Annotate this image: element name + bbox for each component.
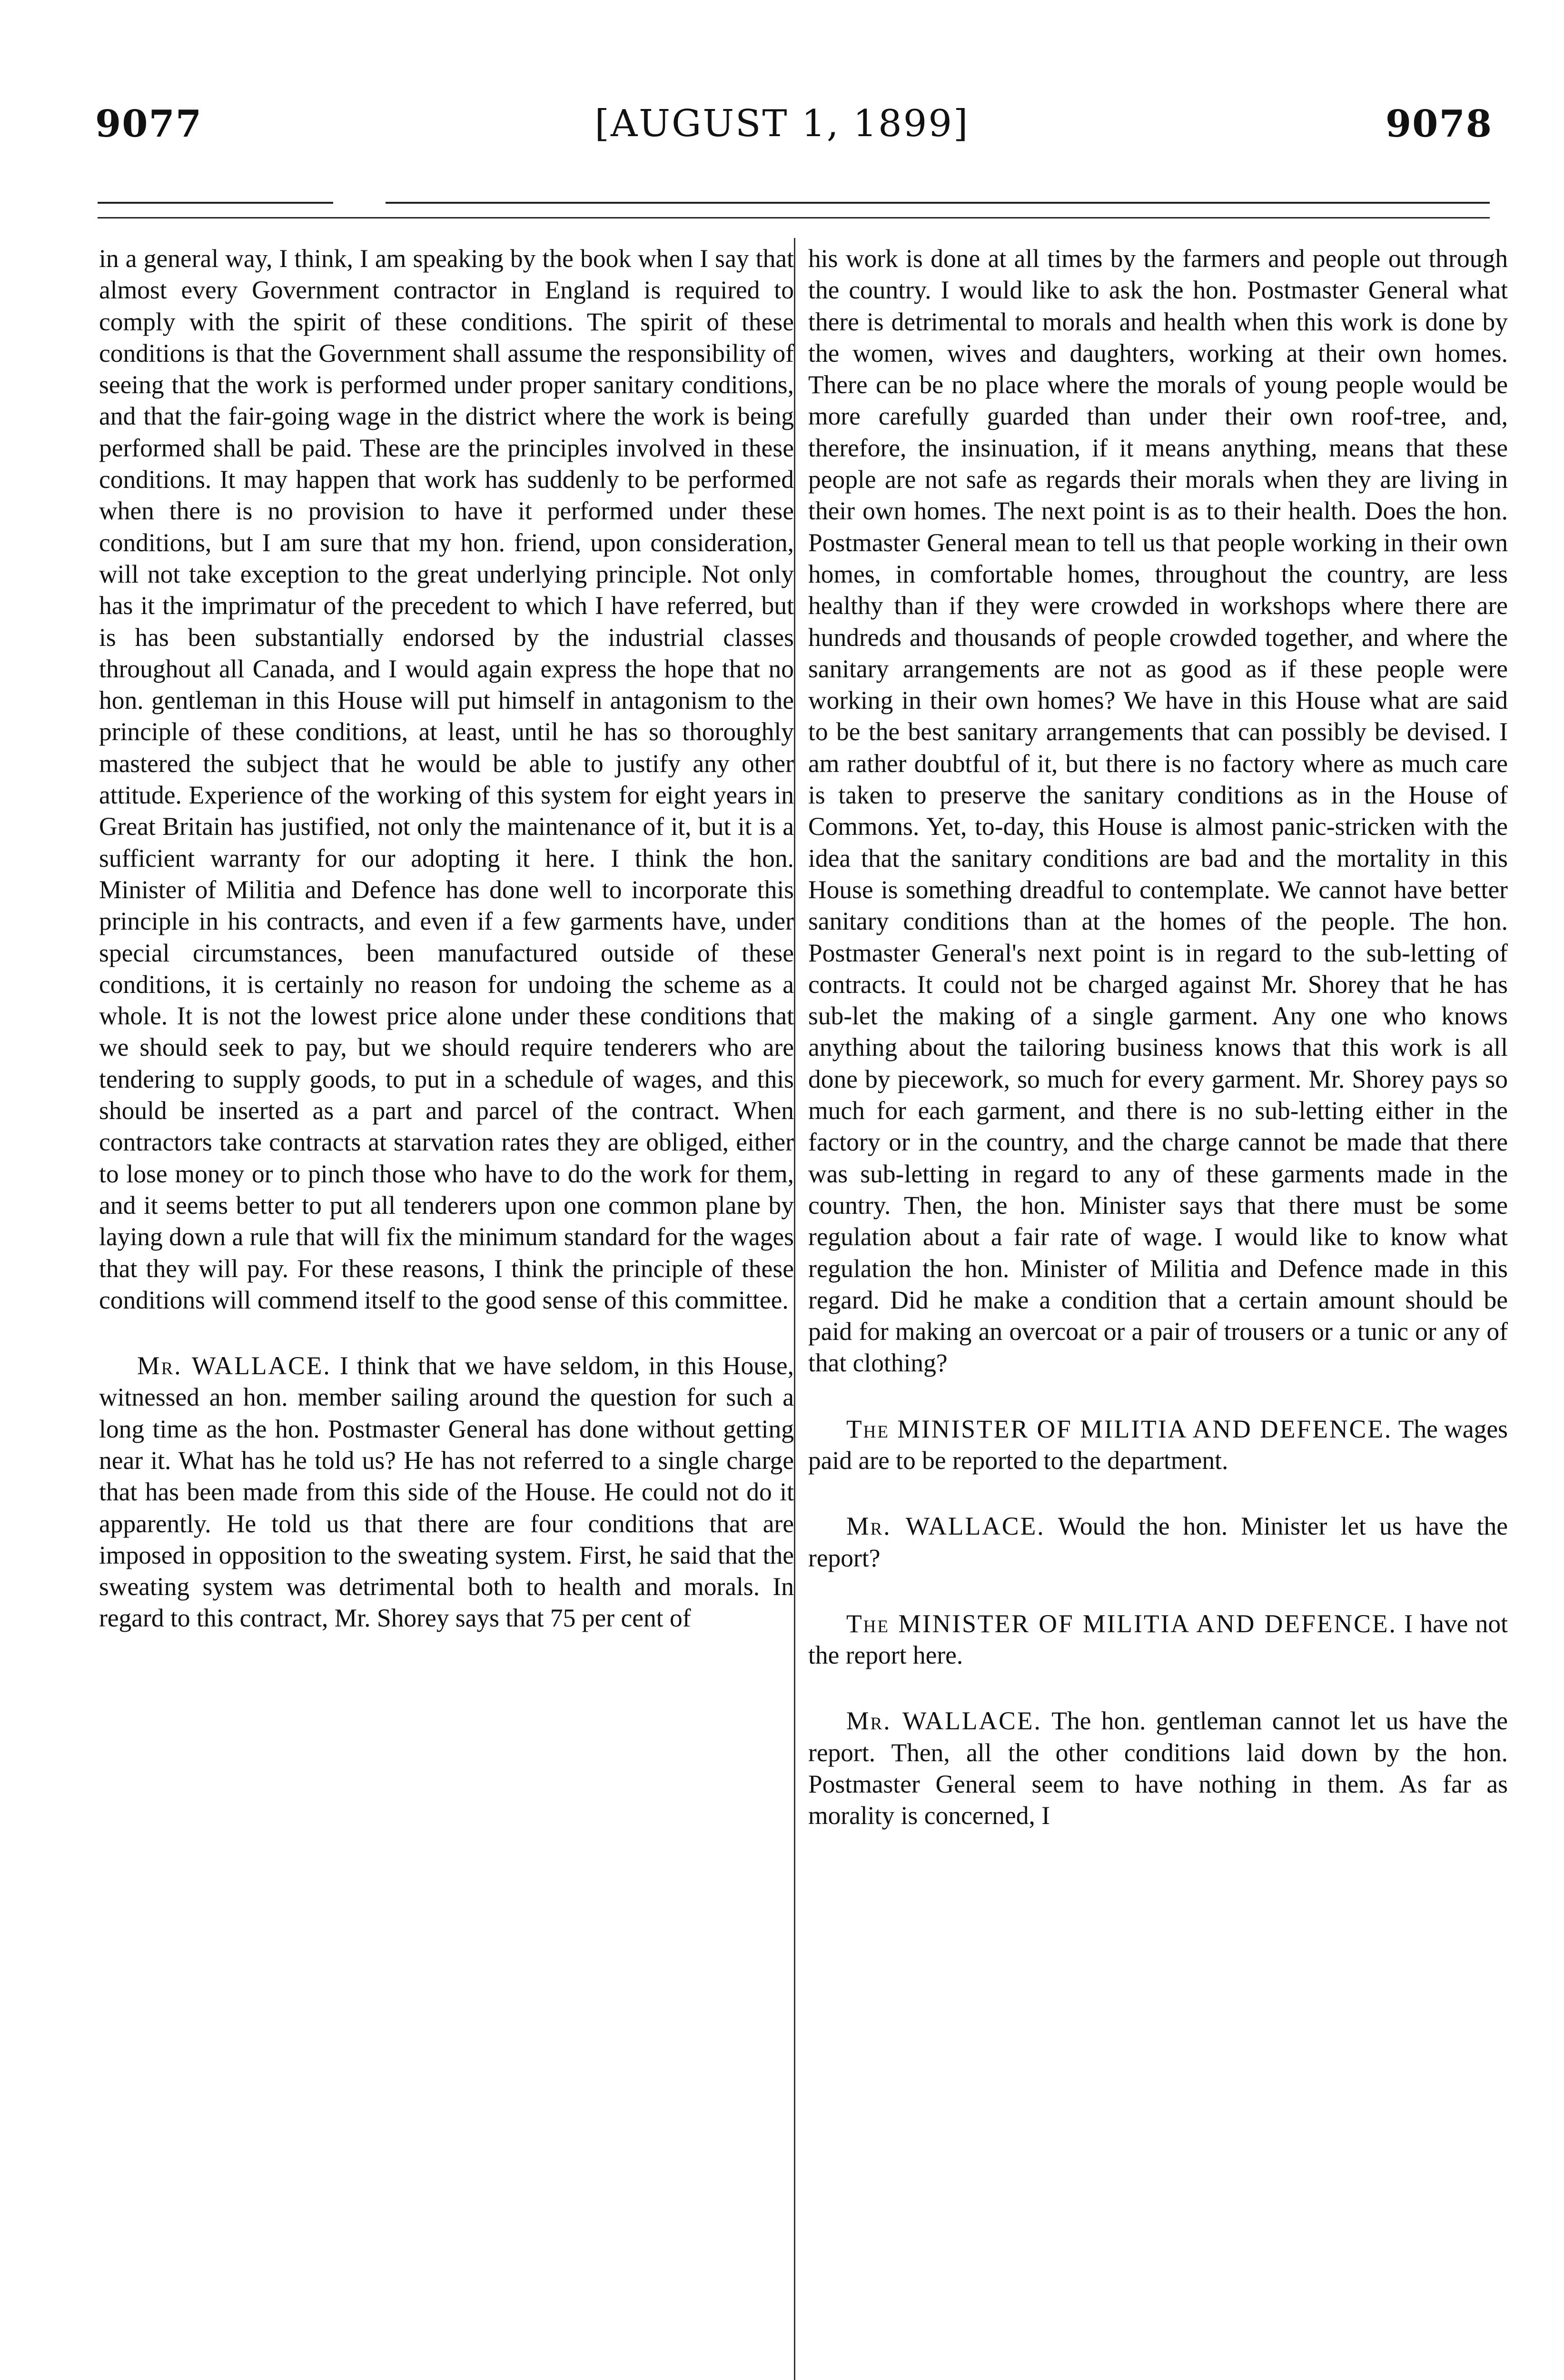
paragraph-text: his work is done at all times by the farmers and people out through the country. I would like to ask the hon. Postmaster General what there is detrimental to morals and health when this work is done by the women, wives and daughters, working at their own homes. There can be no place where the morals of young people would be more carefully guarded than under their own roof-tree, and, therefore, the insinuation, if it means anything, means that these people are not safe as regards their morals when they are living in their own homes. The next point is as to their health. Does the hon. Postmaster General mean to tell us that people working in their own homes, in comfortable homes, throughout the country, are less healthy than if they were crowded in workshops where there are hundreds and thousands of people crowded together, and where the sanitary arrangements are not as good as if these people were working in their own homes? We have in this House what are said to be the best sanitary arrangements that can possibly be devised. I am rather doubtful of it, but there is no factory where as much care is taken to preserve the sanitary conditions as in the House of Commons. Yet, to-day, this House is almost panic-stricken with the idea that the sanitary conditions are bad and the mortality in this House is something dreadful to contemplate. We cannot have better sanitary conditions than at the homes of the people. The hon. Postmaster General's next point is in regard to the sub-letting of contracts. It could not be charged against Mr. Shorey that he has sub-let the making of a single garment. Any one who knows anything about the tailoring business knows that this work is all done by piecework, so much for every garment. Mr. Shorey pays so much for each garment, and there is no sub-letting either in the factory or in the country, and the charge cannot be made that there was sub-letting in regard to any of these garments made in the country. Then, the hon. Minister says that there must be some regulation about a fair rate of wage. I would like to know what regulation the hon. Minister of Militia and Defence made in this regard. Did he make a condition that a certain amount should be paid for making an overcoat or a pair of trousers or a tunic or any of that clothing?: [808, 244, 1508, 1378]
paragraph: [808, 1413, 1508, 1477]
paragraph: [808, 243, 1508, 1379]
page-header: [0, 102, 1564, 155]
page-number-left: 9077: [95, 102, 203, 146]
speaker-name: Mr. WALLACE.: [846, 1512, 1045, 1541]
header-rule-bottom: [98, 217, 1490, 218]
speaker-name: The MINISTER OF MILITIA AND DEFENCE.: [846, 1414, 1393, 1443]
paragraph-text: The hon. gentleman cannot let us have the report. Then, all the other conditions laid down by the hon. Postmaster General seem to have nothing in them. As far as morality is concerned, I: [808, 1706, 1508, 1830]
header-rule-top: [98, 202, 1490, 204]
paragraph: [99, 243, 794, 1316]
speaker-name: Mr. WALLACE.: [846, 1706, 1042, 1735]
column-divider: [794, 238, 795, 2380]
paragraph-text: Would the hon. Minister let us have the report?: [808, 1512, 1508, 1572]
paragraph-text: in a general way, I think, I am speaking by the book when I say that almost every Government contractor in England is required to comply with the spirit of these conditions. The spirit of these conditions is that the Government shall assume the responsibility of seeing that the work is performed under proper sanitary conditions, and that the fair-going wage in the district where the work is being performed shall be paid. These are the principles involved in these conditions. It may happen that work has suddenly to be performed when there is no provision to have it performed under these conditions, but I am sure that my hon. friend, upon consideration, will not take exception to the great underlying principle. Not only has it the imprimatur of the precedent to which I have referred, but is has been substantially endorsed by the industrial classes throughout all Canada, and I would again express the hope that no hon. gentleman in this House will put himself in antagonism to the principle of these conditions, at least, until he has so thoroughly mastered the subject that he would be able to justify any other attitude. Experience of the working of this system for eight years in Great Britain has justified, not only the maintenance of it, but it is a sufficient warranty for our adopting it here. I think the hon. Minister of Militia and Defence has done well to incorporate this principle in his contracts, and even if a few garments have, under special circumstances, been manufactured outside of these conditions, it is certainly no reason for undoing the scheme as a whole. It is not the lowest price alone under these conditions that we should seek to pay, but we should require tenderers who are tendering to supply goods, to put in a schedule of wages, and this should be inserted as a part and parcel of the contract. When contractors take contracts at starvation rates they are obliged, either to lose money or to pinch those who have to do the work for them, and it seems better to put all tenderers upon one common plane by laying down a rule that will fix the minimum standard for the wages that they will pay. For these reasons, I think the principle of these conditions will commend itself to the good sense of this committee.: [99, 244, 794, 1314]
speaker-name: The MINISTER OF MILITIA AND DEFENCE.: [846, 1609, 1397, 1638]
paragraph: [808, 1510, 1508, 1574]
paragraph-text: The wages paid are to be reported to the department.: [808, 1414, 1508, 1475]
left-column: [99, 243, 794, 1634]
paragraph-text: I have not the report here.: [808, 1609, 1508, 1670]
page-number-right: 9078: [1385, 102, 1493, 146]
rule-break: [333, 199, 386, 207]
paragraph: [808, 1608, 1508, 1671]
right-column: [808, 243, 1508, 1832]
paragraph: [808, 1705, 1508, 1831]
speaker-name: Mr. WALLACE.: [137, 1351, 331, 1380]
paragraph-text: I think that we have seldom, in this House, witnessed an hon. member sailing around the question for such a long time as the hon. Postmaster General has done without getting near it. What has he told us? He has not referred to a single charge that has been made from this side of the House. He could not do it apparently. He told us that there are four conditions that are imposed in opposition to the sweating system. First, he said that the sweating system was detrimental both to health and morals. In regard to this contract, Mr. Shorey says that 75 per cent of: [99, 1351, 794, 1633]
page-date: [AUGUST 1, 1899]: [594, 102, 970, 145]
paragraph: [99, 1350, 794, 1634]
